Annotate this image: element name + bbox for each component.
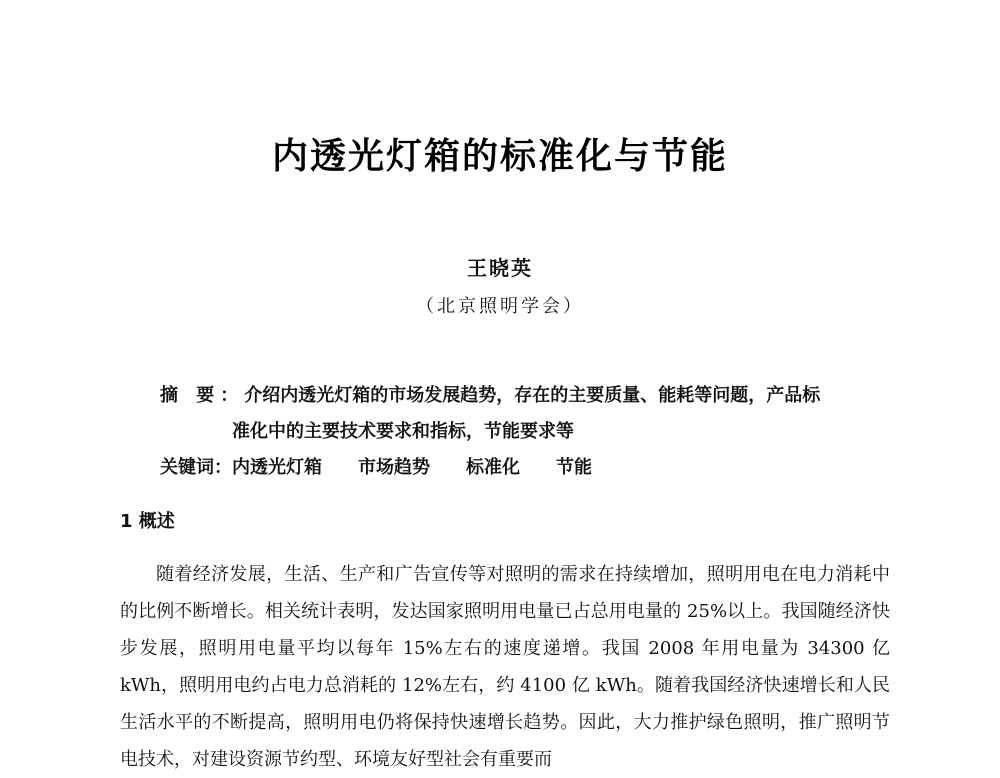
section-heading: 1 概述	[120, 511, 175, 532]
abstract-line-2: 准化中的主要技术要求和指标，节能要求等	[232, 421, 574, 442]
keyword-item: 市场趋势	[358, 457, 430, 478]
keyword-item: 内透光灯箱	[232, 457, 322, 478]
body-paragraph: 随着经济发展，生活、生产和广告宣传等对照明的需求在持续增加，照明用电在电力消耗中的比例不断增长。相关统计表明，发达国家照明用电量已占总用电量的 25%以上。我国随经济快步发展，照明用电量平均以每年 15%左右的速度递增。我国 2008 年用电量为 34300 亿 kWh，照明用电约占电力总消耗的 12%左右，约 4100 亿 kWh。随着我国经济快速增长和人民生活水平的不断提高，照明用电仍将保持快速增长趋势。因此，大力推护绿色照明，推广照明节电技术，对建设资源节约型、环境友好型社会有重要而	[120, 564, 890, 770]
body-text	[120, 556, 890, 778]
author-affiliation: （北京照明学会）	[416, 296, 584, 317]
keyword-item: 节能	[556, 457, 592, 478]
abstract	[160, 378, 890, 450]
author-name: 王晓英	[467, 256, 533, 280]
paper-title: 内透光灯箱的标准化与节能	[271, 136, 728, 177]
abstract-label: 摘 要：	[160, 385, 245, 406]
abstract-line-1	[160, 378, 890, 414]
keyword-item: 标准化	[466, 457, 520, 478]
keywords-label: 关键词：	[160, 457, 232, 478]
abstract-text-1: 介绍内透光灯箱的市场发展趋势，存在的主要质量、能耗等问题，产品标	[244, 385, 821, 406]
keywords	[160, 450, 890, 486]
